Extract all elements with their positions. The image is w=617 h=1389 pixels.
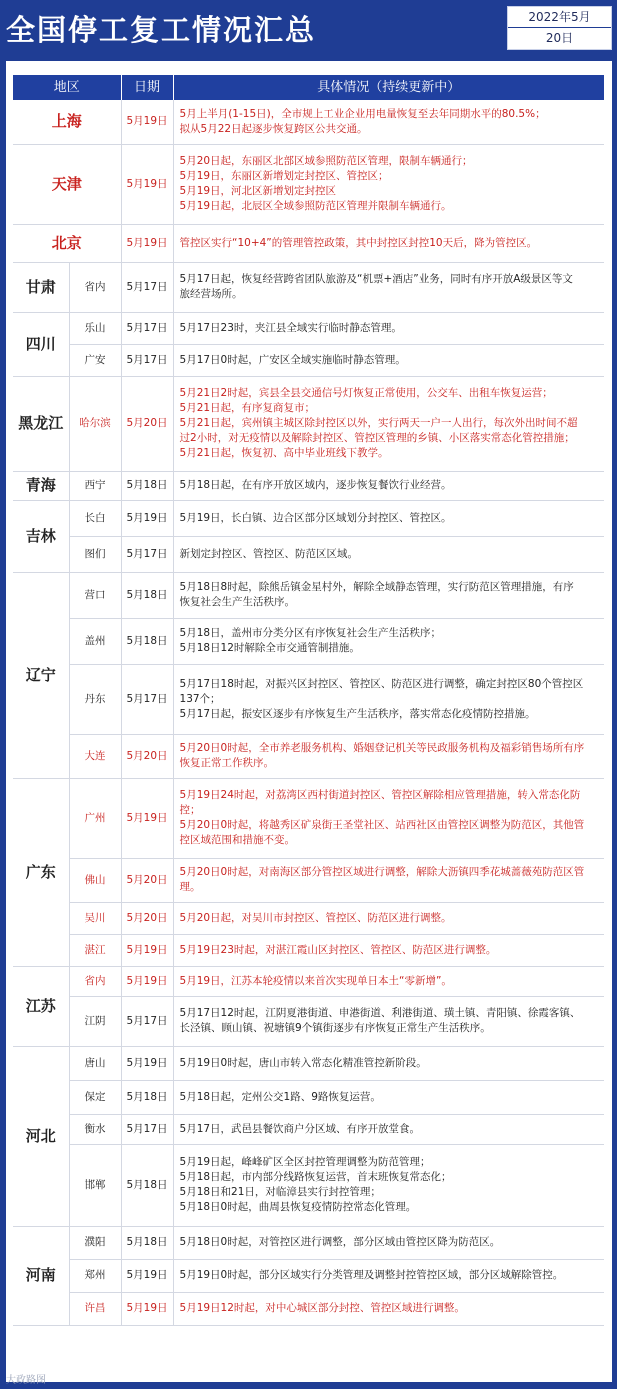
detail-cell: [173, 1080, 604, 1114]
city-cell: 保定: [69, 1080, 121, 1114]
detail-cell: [173, 664, 604, 734]
table-header-row: [13, 75, 604, 100]
detail-line: 新划定封控区、管控区、防范区区域。: [179, 547, 359, 560]
table-row: [13, 996, 604, 1046]
detail-cell: [173, 144, 604, 224]
detail-line: 5月19日，江苏本轮疫情以来首次实现单日本土“零新增”。: [179, 974, 452, 987]
table-row: [13, 144, 604, 224]
date-cell: 5月19日: [121, 144, 173, 224]
detail-cell: [173, 858, 604, 902]
table-row: [13, 618, 604, 664]
detail-line: 5月21日起，有序复商复市；: [179, 402, 316, 414]
province-cell: 青海: [13, 471, 69, 500]
detail-cell: [173, 1292, 604, 1325]
date-cell: 5月20日: [121, 902, 173, 934]
city-cell: 乐山: [69, 312, 121, 344]
detail-line: 5月19日，长白镇、边合区部分区域划分封控区、管控区。: [179, 511, 452, 524]
date-cell: 5月20日: [121, 734, 173, 778]
detail-cell: [173, 734, 604, 778]
date-cell: 5月17日: [121, 536, 173, 572]
date-cell: 5月18日: [121, 1080, 173, 1114]
date-cell: 5月19日: [121, 934, 173, 966]
detail-line: 5月上半月(1-15日)，全市规上工业企业用电量恢复至去年同期水平的80.5%；: [179, 107, 546, 120]
province-cell: 四川: [13, 312, 69, 376]
city-cell: 长白: [69, 500, 121, 536]
detail-cell: [173, 376, 604, 471]
province-cell: 上海: [13, 100, 121, 144]
table-row: [13, 664, 604, 734]
city-cell: 大连: [69, 734, 121, 778]
city-cell: 吴川: [69, 902, 121, 934]
city-cell: 江阴: [69, 996, 121, 1046]
table-row: [13, 100, 604, 144]
table-row: [13, 734, 604, 778]
detail-line: 5月20日0时起，将越秀区矿泉街王圣堂社区、站西社区由管控区调整为防范区，其他管: [179, 819, 585, 831]
city-cell: 佛山: [69, 858, 121, 902]
table-row: [13, 1144, 604, 1226]
table-row: [13, 344, 604, 376]
detail-line: 管控区实行“10+4”的管理管控政策，其中封控区封控10天后，降为管控区。: [179, 236, 538, 249]
table-row: [13, 572, 604, 618]
table-row: [13, 500, 604, 536]
detail-cell: [173, 902, 604, 934]
detail-line: 5月18日起，市内部分线路恢复运营，首末班恢复常态化；: [179, 1171, 452, 1183]
city-cell: 哈尔滨: [69, 376, 121, 471]
detail-cell: [173, 344, 604, 376]
date-cell: 5月18日: [121, 471, 173, 500]
date-cell: 5月19日: [121, 966, 173, 996]
detail-line: 5月18日0时起，曲周县恢复疫情防控常态化管理。: [179, 1201, 417, 1213]
detail-line: 5月19日24时起，对荔湾区西村街道封控区、管控区解除相应管理措施，转入常态化防: [179, 789, 581, 801]
city-cell: 西宁: [69, 471, 121, 500]
table-row: [13, 224, 604, 262]
detail-cell: [173, 1259, 604, 1292]
detail-cell: [173, 100, 604, 144]
date-box: [507, 6, 612, 50]
status-table: [13, 75, 604, 1326]
date-cell: 5月19日: [121, 778, 173, 858]
detail-line: 5月19日23时起，对湛江霞山区封控区、管控区、防范区进行调整。: [179, 943, 497, 956]
detail-line: 5月21日起，恢复初、高中毕业班线下教学。: [179, 447, 389, 459]
page-title: 全国停工复工情况汇总: [6, 13, 317, 47]
detail-line: 长泾镇、顾山镇、祝塘镇9个镇街逐步有序恢复正常生产生活秩序。: [179, 1022, 491, 1034]
date-cell: 5月19日: [121, 500, 173, 536]
summary-card: [6, 61, 612, 1382]
detail-line: 5月18日0时起，对管控区进行调整，部分区域由管控区降为防范区。: [179, 1236, 501, 1248]
detail-line: 5月18日8时起，除熊岳镇金星村外，解除全域静态管理，实行防范区管理措施，有序: [179, 581, 574, 593]
detail-line: 5月17日起，恢复经营跨省团队旅游及“机票+酒店”业务，同时有序开放A级景区等文: [179, 273, 573, 285]
city-cell: 郑州: [69, 1259, 121, 1292]
detail-cell: [173, 536, 604, 572]
table-row: [13, 262, 604, 312]
city-cell: 省内: [69, 966, 121, 996]
detail-cell: [173, 1046, 604, 1080]
detail-line: 5月20日0时起，全市养老服务机构、婚姻登记机关等民政服务机构及福彩销售场所有序: [179, 742, 585, 754]
detail-cell: [173, 778, 604, 858]
detail-line: 恢复社会生产生活秩序。: [179, 596, 296, 608]
detail-cell: [173, 996, 604, 1046]
province-cell: 河南: [13, 1226, 69, 1325]
detail-cell: [173, 572, 604, 618]
detail-line: 旅经营场所。: [179, 288, 243, 300]
date-cell: 5月17日: [121, 312, 173, 344]
table-row: [13, 312, 604, 344]
detail-cell: [173, 471, 604, 500]
detail-line: 恢复正常工作秩序。: [179, 757, 275, 769]
date-cell: 5月17日: [121, 996, 173, 1046]
date-cell: 5月19日: [121, 100, 173, 144]
table-row: [13, 902, 604, 934]
detail-line: 5月19日起，峰峰矿区全区封控管理调整为防范管理；: [179, 1156, 431, 1168]
date-cell: 5月20日: [121, 376, 173, 471]
detail-line: 5月17日起，振安区逐步有序恢复生产生活秩序，落实常态化疫情防控措施。: [179, 707, 536, 720]
city-cell: 唐山: [69, 1046, 121, 1080]
detail-cell: [173, 224, 604, 262]
city-cell: 广州: [69, 778, 121, 858]
date-cell: 5月19日: [121, 224, 173, 262]
detail-line: 5月19日0时起，部分区域实行分类管理及调整封控管控区域，部分区域解除管控。: [179, 1269, 564, 1281]
table-row: [13, 471, 604, 500]
date-cell: 5月18日: [121, 1226, 173, 1259]
detail-line: 拟从5月22日起逐步恢复跨区公共交通。: [179, 122, 368, 135]
detail-cell: [173, 966, 604, 996]
date-cell: 5月19日: [121, 1046, 173, 1080]
detail-line: 5月20日起，对吴川市封控区、管控区、防范区进行调整。: [179, 911, 452, 924]
detail-line: 5月21日起，宾州镇主城区除封控区以外，实行两天一户一人出行，每次外出时间不超: [179, 417, 578, 429]
province-cell: 黑龙江: [13, 376, 69, 471]
column-header-date: 日期: [121, 75, 173, 100]
table-row: [13, 778, 604, 858]
detail-line: 控；: [179, 804, 201, 816]
detail-line: 5月20日起，东丽区北部区域参照防范区管理，限制车辆通行；: [179, 155, 473, 167]
province-cell: 江苏: [13, 966, 69, 1046]
date-cell: 5月18日: [121, 572, 173, 618]
province-cell: 广东: [13, 778, 69, 966]
detail-line: 5月19日0时起，唐山市转入常态化精准管控新阶段。: [179, 1056, 427, 1069]
table-row: [13, 376, 604, 471]
detail-line: 5月18日，盖州市分类分区有序恢复社会生产生活秩序；: [179, 627, 442, 639]
detail-line: 5月20日0时起，对南海区部分管控区域进行调整，解除大沥镇四季花城蔷薇苑防范区管: [179, 866, 585, 878]
province-cell: 辽宁: [13, 572, 69, 778]
city-cell: 许昌: [69, 1292, 121, 1325]
detail-cell: [173, 618, 604, 664]
city-cell: 衡水: [69, 1114, 121, 1144]
city-cell: 广安: [69, 344, 121, 376]
detail-line: 5月18日起，在有序开放区域内，逐步恢复餐饮行业经营。: [179, 479, 452, 491]
table-row: [13, 934, 604, 966]
city-cell: 濮阳: [69, 1226, 121, 1259]
detail-line: 过2小时，对无疫情以及解除封控区、管控区管理的乡镇、小区落实常态化管控措施；: [179, 432, 575, 444]
province-cell: 吉林: [13, 500, 69, 572]
detail-line: 理。: [179, 881, 201, 893]
city-cell: 省内: [69, 262, 121, 312]
date-cell: 5月18日: [121, 618, 173, 664]
table-row: [13, 966, 604, 996]
date-day: 20日: [545, 31, 574, 45]
detail-line: 5月21日2时起，宾县全县交通信号灯恢复正常使用，公交车、出租车恢复运营；: [179, 387, 553, 399]
detail-line: 5月18日起，定州公交1路、9路恢复运营。: [179, 1090, 381, 1103]
detail-line: 5月17日0时起，广安区全域实施临时静态管理。: [179, 353, 406, 366]
table-row: [13, 1226, 604, 1259]
column-header-region: 地区: [13, 75, 121, 100]
province-cell: 天津: [13, 144, 121, 224]
table-row: [13, 858, 604, 902]
detail-line: 5月17日，武邑县餐饮商户分区域、有序开放堂食。: [179, 1122, 421, 1135]
detail-line: 5月17日18时起，对振兴区封控区、管控区、防范区进行调整，确定封控区80个管控区: [179, 677, 584, 690]
detail-line: 5月17日23时，夹江县全域实行临时静态管理。: [179, 321, 402, 334]
date-cell: 5月19日: [121, 1259, 173, 1292]
table-body: [13, 100, 604, 1325]
table-row: [13, 1292, 604, 1325]
table-row: [13, 1259, 604, 1292]
detail-line: 5月18日12时解除全市交通管制措施。: [179, 642, 360, 654]
detail-cell: [173, 500, 604, 536]
watermark-text: 大政路图: [6, 1375, 46, 1386]
table-row: [13, 1114, 604, 1144]
detail-line: 5月18日和21日，对临漳县实行封控管理；: [179, 1186, 381, 1198]
date-cell: 5月20日: [121, 858, 173, 902]
table-row: [13, 1046, 604, 1080]
date-year-month: 2022年5月: [508, 7, 611, 28]
date-cell: 5月17日: [121, 262, 173, 312]
detail-line: 137个；: [179, 692, 221, 705]
date-cell: 5月18日: [121, 1144, 173, 1226]
detail-cell: [173, 1114, 604, 1144]
date-cell: 5月19日: [121, 1292, 173, 1325]
date-cell: 5月17日: [121, 1114, 173, 1144]
detail-cell: [173, 1144, 604, 1226]
detail-line: 控区域范围和措施不变。: [179, 834, 296, 846]
detail-cell: [173, 262, 604, 312]
detail-cell: [173, 312, 604, 344]
detail-line: 5月19日，河北区新增划定封控区: [179, 185, 337, 197]
city-cell: 邯郸: [69, 1144, 121, 1226]
city-cell: 丹东: [69, 664, 121, 734]
detail-cell: [173, 934, 604, 966]
detail-line: 5月19日，东丽区新增划定封控区、管控区；: [179, 170, 389, 182]
city-cell: 营口: [69, 572, 121, 618]
column-header-detail: 具体情况（持续更新中）: [173, 75, 604, 100]
province-cell: 河北: [13, 1046, 69, 1226]
date-cell: 5月17日: [121, 344, 173, 376]
table-row: [13, 1080, 604, 1114]
city-cell: 盖州: [69, 618, 121, 664]
city-cell: 湛江: [69, 934, 121, 966]
detail-cell: [173, 1226, 604, 1259]
detail-line: 5月17日12时起，江阴夏港街道、申港街道、利港街道、璜土镇、青阳镇、徐霞客镇、: [179, 1007, 581, 1019]
date-cell: 5月17日: [121, 664, 173, 734]
city-cell: 图们: [69, 536, 121, 572]
detail-line: 5月19日12时起，对中心城区部分封控、管控区域进行调整。: [179, 1302, 465, 1314]
table-row: [13, 536, 604, 572]
province-cell: 甘肃: [13, 262, 69, 312]
province-cell: 北京: [13, 224, 121, 262]
detail-line: 5月19日起，北辰区全域参照防范区管理并限制车辆通行。: [179, 200, 452, 212]
